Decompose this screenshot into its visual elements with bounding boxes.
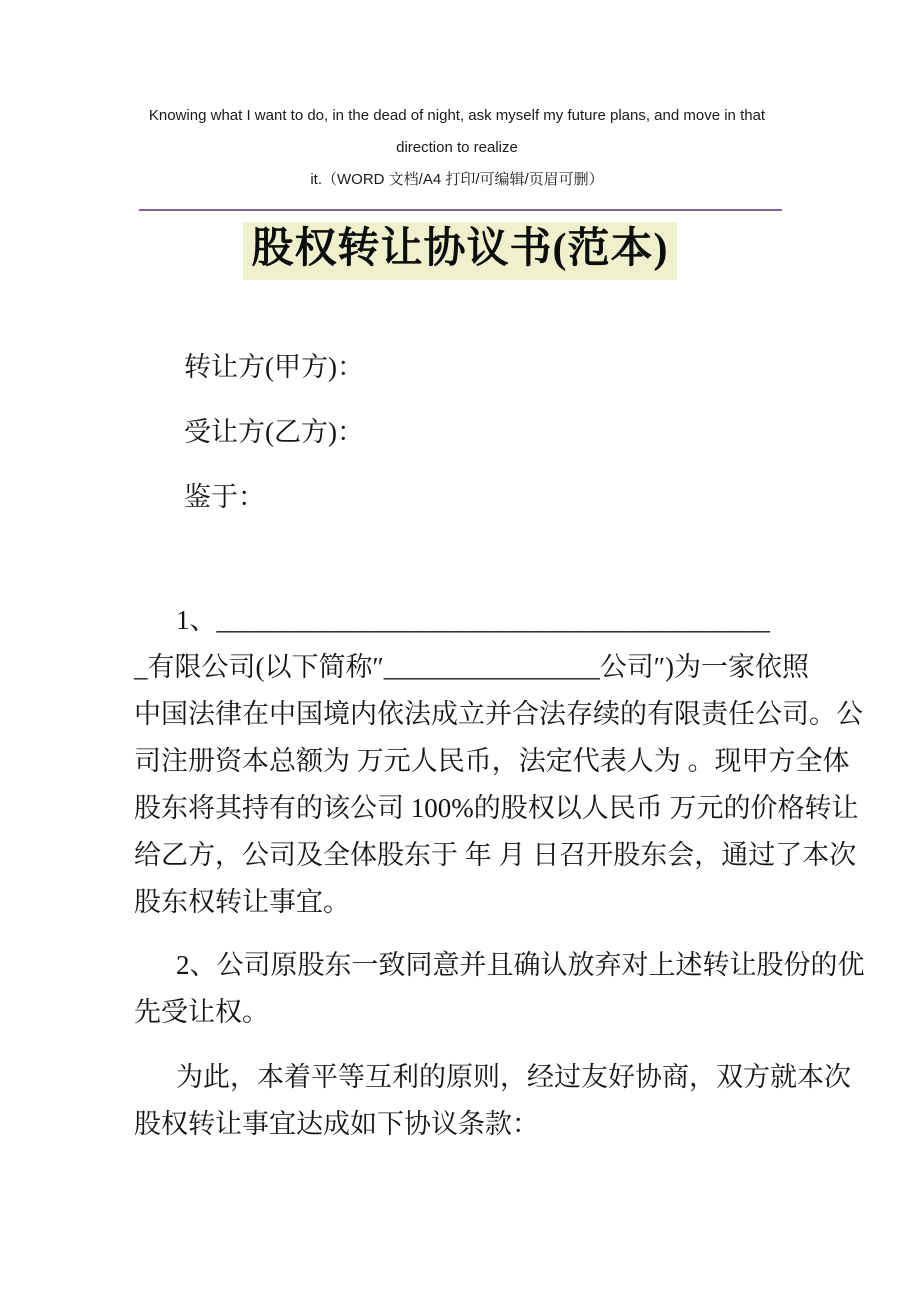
header-divider-line [139, 209, 782, 211]
party-a-line: 转让方(甲方)： [184, 352, 364, 382]
clause-2-line-2: 先受让权。 [134, 997, 269, 1027]
closing-paragraph [134, 1054, 851, 1148]
clause-1-line-5: 股东将其持有的该公司 100%的股权以人民币 万元的价格转让 [134, 793, 859, 823]
clause-1-line-3: 中国法律在中国境内依法成立并合法存续的有限责任公司。公 [134, 699, 863, 729]
title-row [0, 222, 920, 280]
clause-1-line-4: 司注册资本总额为 万元人民币，法定代表人为 。现甲方全体 [134, 746, 850, 776]
document-body [134, 344, 865, 1148]
clause-1-blank-line: 1、_________________________________________ [176, 605, 770, 635]
clause-1-line-2: _有限公司(以下简称″________________公司″)为一家依照 [134, 652, 809, 682]
document-title: 股权转让协议书(范本) [243, 222, 678, 280]
whereas-line: 鉴于： [184, 482, 265, 512]
clause-2-line-1: 2、公司原股东一致同意并且确认放弃对上述转让股份的优 [176, 950, 865, 980]
clause-1-line-6: 给乙方，公司及全体股东于 年 月 日召开股东会，通过了本次 [134, 840, 857, 870]
closing-line-1: 为此，本着平等互利的原则，经过友好协商，双方就本次 [176, 1062, 851, 1092]
header-line-2: it.（WORD 文档/A4 打印/可编辑/页眉可删） [310, 171, 604, 188]
page-header [134, 0, 780, 196]
parties-section [134, 344, 786, 521]
clause-1-line-7: 股东权转让事宜。 [134, 887, 350, 917]
party-b-line: 受让方(乙方)： [184, 417, 364, 447]
clause-2-paragraph [134, 942, 865, 1036]
clause-1-paragraph [134, 597, 863, 926]
header-line-1: Knowing what I want to do, in the dead of night, ask myself my future plans, and move in that direction to realize [148, 107, 766, 156]
closing-line-2: 股权转让事宜达成如下协议条款： [134, 1109, 539, 1139]
